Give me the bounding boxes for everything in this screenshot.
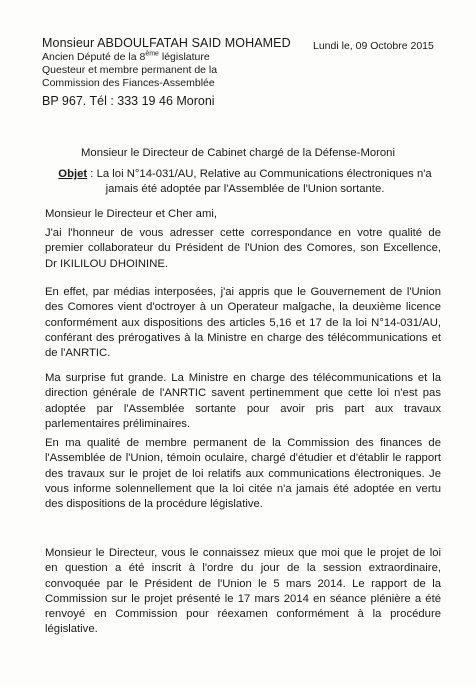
sender-name: Monsieur ABDOULFATAH SAID MOHAMED [42, 36, 291, 50]
letter-date: Lundi le, 09 Octobre 2015 [313, 40, 434, 52]
paragraph-text: J'ai l'honneur de vous adresser cette correspondance en votre qualité de premier collaborateur du Président de l'Union des Comores, son Excellence, Dr IKILILOU DHOININE. [45, 227, 441, 270]
sender-title-pre: Ancien Député de la 8 [42, 51, 146, 63]
sender-title-line [42, 51, 292, 64]
sender-title-sup: ème [145, 50, 159, 58]
subject-label: Objet [58, 168, 88, 180]
salutation: Monsieur le Directeur et Cher ami, [45, 208, 218, 220]
paragraph-text: En effet, par médias interposées, j'ai appris que le Gouvernement de l'Union des Comores vient d'octroyer à un Operateur malgache, la deuxième licence conformément aux dispositions des articles 5,16 et 17 de la loi N°14-031/AU, conférant des prérogatives à la Ministre en charge des télécommunications et de l'ANRTIC. [45, 286, 441, 360]
paragraph-2 [45, 285, 441, 361]
subject-line [45, 167, 445, 197]
sender-role-line: Questeur et membre permanent de la [42, 64, 218, 76]
paragraph-text: Ma surprise fut grande. La Ministre en charge des télécommunications et la direction générale de l'ANRTIC savent pertinemment que cette loi n'est pas adoptée par l'Assemblée sortante pour avoir pris part aux travaux parlementaires préliminaires. [45, 372, 441, 430]
recipient-line: Monsieur le Directeur de Cabinet chargé de la Défense-Moroni [81, 147, 395, 159]
sender-block [42, 36, 292, 109]
paragraph-3 [45, 371, 441, 432]
paragraph-text: Monsieur le Directeur, vous le connaissez mieux que moi que le projet de loi en question a été inscrit à l'ordre du jour de la session extraordinaire, convoquée par le Président de l'Union le 5 mars 2014. Le rapport de la Commission sur le projet présenté le 17 mars 2014 en séance plénière a été renvoyé en Commission pour réexamen conformément à la procédure législative. [45, 547, 441, 636]
sender-commission-line: Commission des Fiances-Assemblée [42, 77, 215, 89]
sender-address: BP 967. Tél : 333 19 46 Moroni [42, 94, 215, 108]
subject-text: : La loi N°14-031/AU, Relative au Communications électroniques n'a jamais été adoptée par l'Assemblée de l'Union sortante. [87, 168, 432, 195]
sender-title-post: législature [158, 51, 210, 63]
paragraph-4 [45, 436, 441, 512]
paragraph-5 [45, 546, 441, 638]
paragraph-1 [45, 226, 441, 272]
paragraph-text: En ma qualité de membre permanent de la Commission des finances de l'Assemblée de l'Union, témoin oculaire, chargé d'étudier et d'établir le rapport des travaux sur le projet de loi relatifs aux communications électroniques. Je vous informe solennellement que la loi citée n'a jamais été adoptée en vertu des dispositions de la procédure législative. [45, 437, 441, 511]
